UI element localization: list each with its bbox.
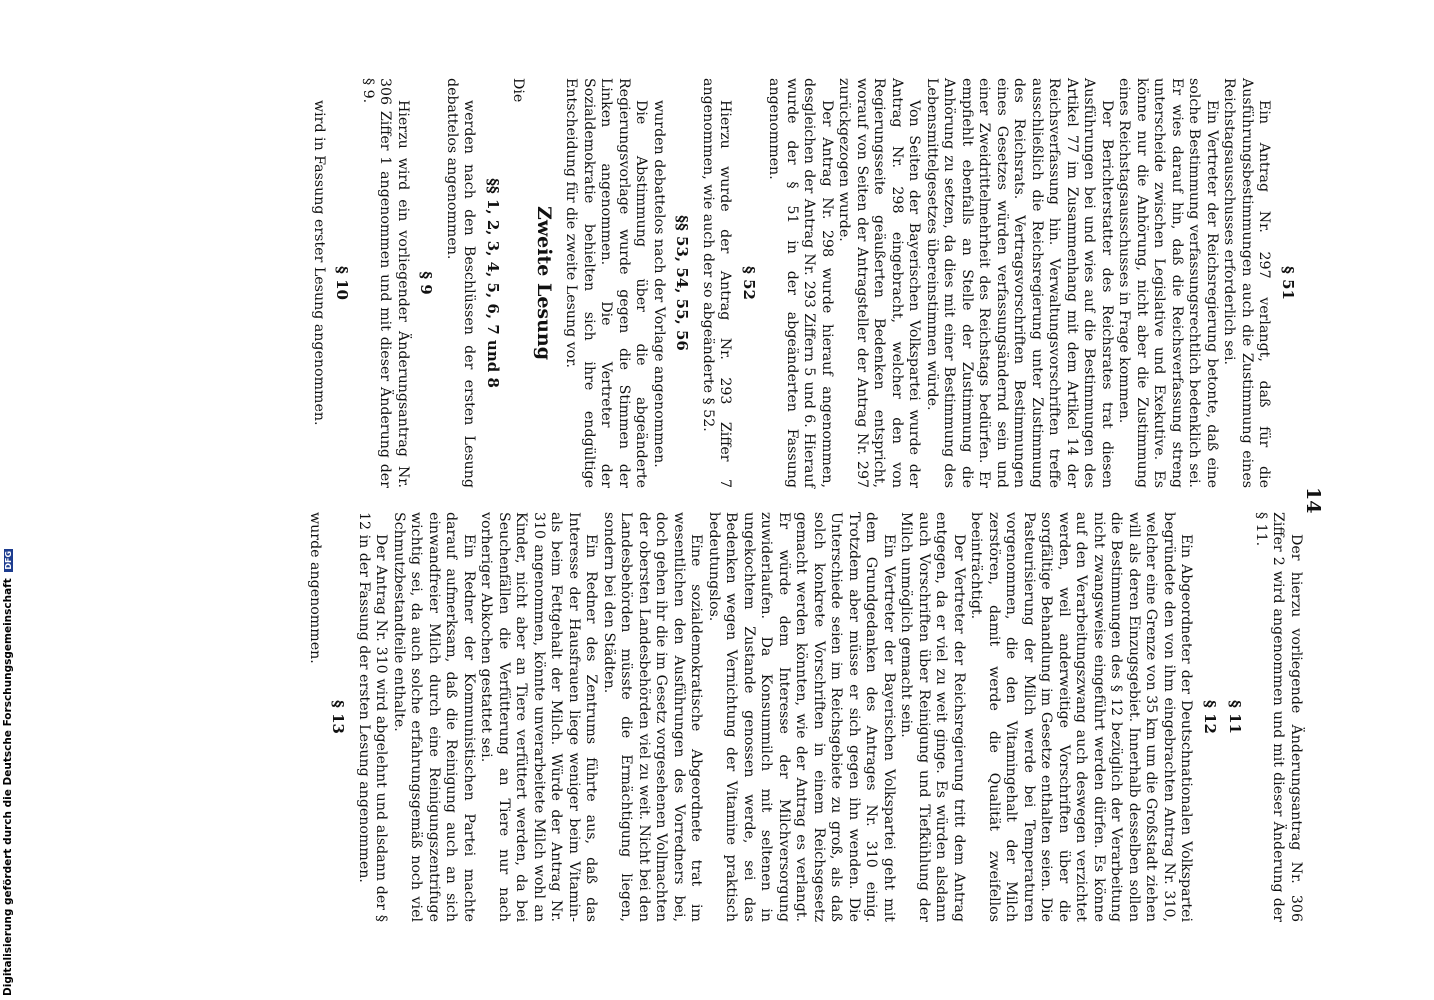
paragraph-heading: § 51 xyxy=(1279,266,1297,300)
paragraph: Der Vertreter der Reichsregierung tritt dem Antrag entgegen, da er viel zu weit ginge. Es würden alsdann auch Vorschriften über Reinigung und Tiefkühlung der Milch unmöglich gemacht sein. xyxy=(898,512,967,922)
paragraph-heading: §§ 53, 54, 55, 56 xyxy=(673,215,692,351)
paragraph: Ein Vertreter der Bayerischen Volkspartei geht mit dem Grundgedanken des Antrages Nr. 310 einig. Trotzdem aber müsse er sich gegen ihn wenden. Die Unterschiede seien im Reichsgebiete zu groß, als daß solch konkrete Vorschriften in einem Reichsgesetz gemacht werden könnten, wie der Antrag es verlangt. Er würde dem Interesse der Milchversorgung zuwiderlaufen. Da Konsummilch mit seltenen in ungekochtem Zustande genossen werde, sei das Bedenken wegen Vernichtung der Vitamine praktisch bedeutungslos. xyxy=(706,512,897,922)
paragraph: Die xyxy=(510,78,527,103)
paragraph: Hierzu wurde der Antrag Nr. 293 Ziffer 7 angenommen, wie auch der so abgeänderte § 52. xyxy=(700,78,734,488)
paragraph-heading: § 11 xyxy=(1226,700,1245,734)
paragraph: Ein Redner der Kommunistischen Partei machte darauf aufmerksam, daß die Reinigung auch an sich einwandfreier Milch durch eine Reinigungszentrifuge wichtig sei, da auch solche erfahrungsgemäß noch viel Schmutzbestandteile enthalte. xyxy=(391,512,477,922)
paragraph: wurde angenommen. xyxy=(307,512,323,664)
paragraph: Der hierzu vorliegende Änderungsantrag Nr. 306 Ziffer 2 wird angenommen und mit dieser Änderung der § 11. xyxy=(1253,512,1304,922)
paragraph: wurden debattelos nach der Vorlage angenommen. xyxy=(651,100,667,468)
paragraph: Der Antrag Nr. 298 wurde hierauf angenommen, desgleichen der Antrag Nr. 293 Ziffern 5 und 6. Hierauf wurde der § 51 in der abgeänderten Fassung angenommen. xyxy=(766,78,835,488)
paragraph-heading: §§ 1, 2, 3, 4, 5, 6, 7 und 8 xyxy=(484,178,502,388)
paragraph-heading: § 9 xyxy=(417,271,436,295)
section-heading: Zweite Lesung xyxy=(533,205,555,361)
right-column xyxy=(306,512,1305,922)
paragraph: Von Seiten der Bayerischen Volkspartei wurde der Antrag Nr. 298 eingebracht, welcher den von Regierungsseite geäußerten Bedenken entspricht, worauf von Seiten der Antragsteller der Antrag Nr. 297 zurückgezogen wurde. xyxy=(836,78,923,488)
paragraph: Der Antrag Nr. 310 wird abgelehnt und alsdann der § 12 in der Fassung der ersten Lesung angenommen. xyxy=(356,512,390,922)
paragraph: Ein Antrag Nr. 297 verlangt, daß für die Ausführungsbestimmungen auch die Zustimmung eines Reichstagsausschusses erforderlich sei. xyxy=(1221,78,1273,488)
left-column xyxy=(310,78,1305,488)
paragraph-heading: § 52 xyxy=(740,266,758,300)
paragraph-heading: § 13 xyxy=(329,700,348,734)
paragraph: Ein Abgeordneter der Deutschnationalen Volkspartei begründete den von ihm eingebrachten Antrag Nr. 310, welcher eine Grenze von 35 km um die Großstadt ziehen will als deren Einzugsgebiet. Innerhalb desselben sollen die Bestimmungen des § 12 bezüglich der Verarbeitung nicht zwangsweise eingeführt werden dürfen. Es könne auf den Verarbeitungszwang auch deswegen verzichtet werden, weil anderweitige Vorschriften über die sorgfältige Behandlung im Gesetze enthalten seien. Die Pasteurisierung der Milch werde bei Temperaturen vorgenommen, die den Vitamingehalt der Milch zerstören, damit werde die Qualität zweifellos beeinträchtigt. xyxy=(968,512,1195,922)
footer-credit xyxy=(2,549,14,996)
paragraph-heading: § 10 xyxy=(333,266,352,300)
paragraph: Hierzu wird ein vorliegender Änderungsantrag Nr. 306 Ziffer 1 angenommen und mit dieser Änderung der § 9. xyxy=(360,78,411,488)
paragraph: Ein Redner des Zentrums führte aus, daß das Interesse der Hausfrauen liege weniger beim Vitamin- als beim Fettgehalt der Milch. Würde der Antrag Nr. 310 angenommen, könnte unverarbeitete Milch wohl an Kinder, nicht aber an Tiere verfüttert werden, da bei Seuchenfällen die Verfütterung an Tiere nur nach vorheriger Abkochen gestattet sei. xyxy=(478,512,600,922)
footer-text: Digitalisierung gefördert durch die Deutsche Forschungsgemeinschaft xyxy=(2,578,14,996)
dfg-logo: DFG xyxy=(4,550,13,570)
paragraph: Die Abstimmung über die abgeänderte Regierungsvorlage wurde gegen die Stimmen der Linken angenommen. Die Vertreter der Sozialdemokratie behielten sich ihre endgültige Entscheidung für die zweite Lesung vor. xyxy=(563,78,650,488)
paragraph: wird in Fassung erster Lesung angenommen. xyxy=(311,100,327,426)
paragraph: Der Berichterstatter des Reichsrates trat diesen Ausführungen bei und wies auf die Bestimmungen des Artikel 77 im Zusammenhang mit dem Artikel 14 der Reichsverfassung hin. Verwaltungsvorschriften treffe ausschließlich die Reichsregierung unter Zustimmung des Reichsrats. Vertragsvorschriften Bestimmungen eines Gesetzes würden verfassungsändernd sein und einer Zweidrittelmehrheit des Reichstags bedürfen. Er empfiehlt ebenfalls an Stelle der Zustimmung die Anhörung zu setzen, da dies mit einer Bestimmung des Lebensmittelgesetzes übereinstimmen würde. xyxy=(924,78,1115,488)
page-number: 14 xyxy=(1302,487,1324,514)
paragraph: Eine sozialdemokratische Abgeordnete trat im wesentlichen den Ausführungen des Vorredners bei, doch gehen ihr die im Gesetz vorgesehenen Vollmachten der obersten Landesbehörden viel zu weit. Nicht bei den Landesbehörden müsste die Ermächtigung liegen, sondern bei den Städten. xyxy=(601,512,705,922)
paragraph: Ein Vertreter der Reichsregierung betonte, daß eine solche Bestimmung verfassungsrechtlich bedenklich sei. Er wies darauf hin, daß die Reichsverfassung streng unterscheide zwischen Legislative und Exekutive. Es könne nur die Anhörung, nicht aber die Zustimmung eines Reichstagsausschusses in Frage kommen. xyxy=(1116,78,1220,488)
paragraph: werden nach den Beschlüssen der ersten Lesung debattelos angenommen. xyxy=(444,78,478,488)
paragraph-heading: § 12 xyxy=(1201,700,1219,734)
